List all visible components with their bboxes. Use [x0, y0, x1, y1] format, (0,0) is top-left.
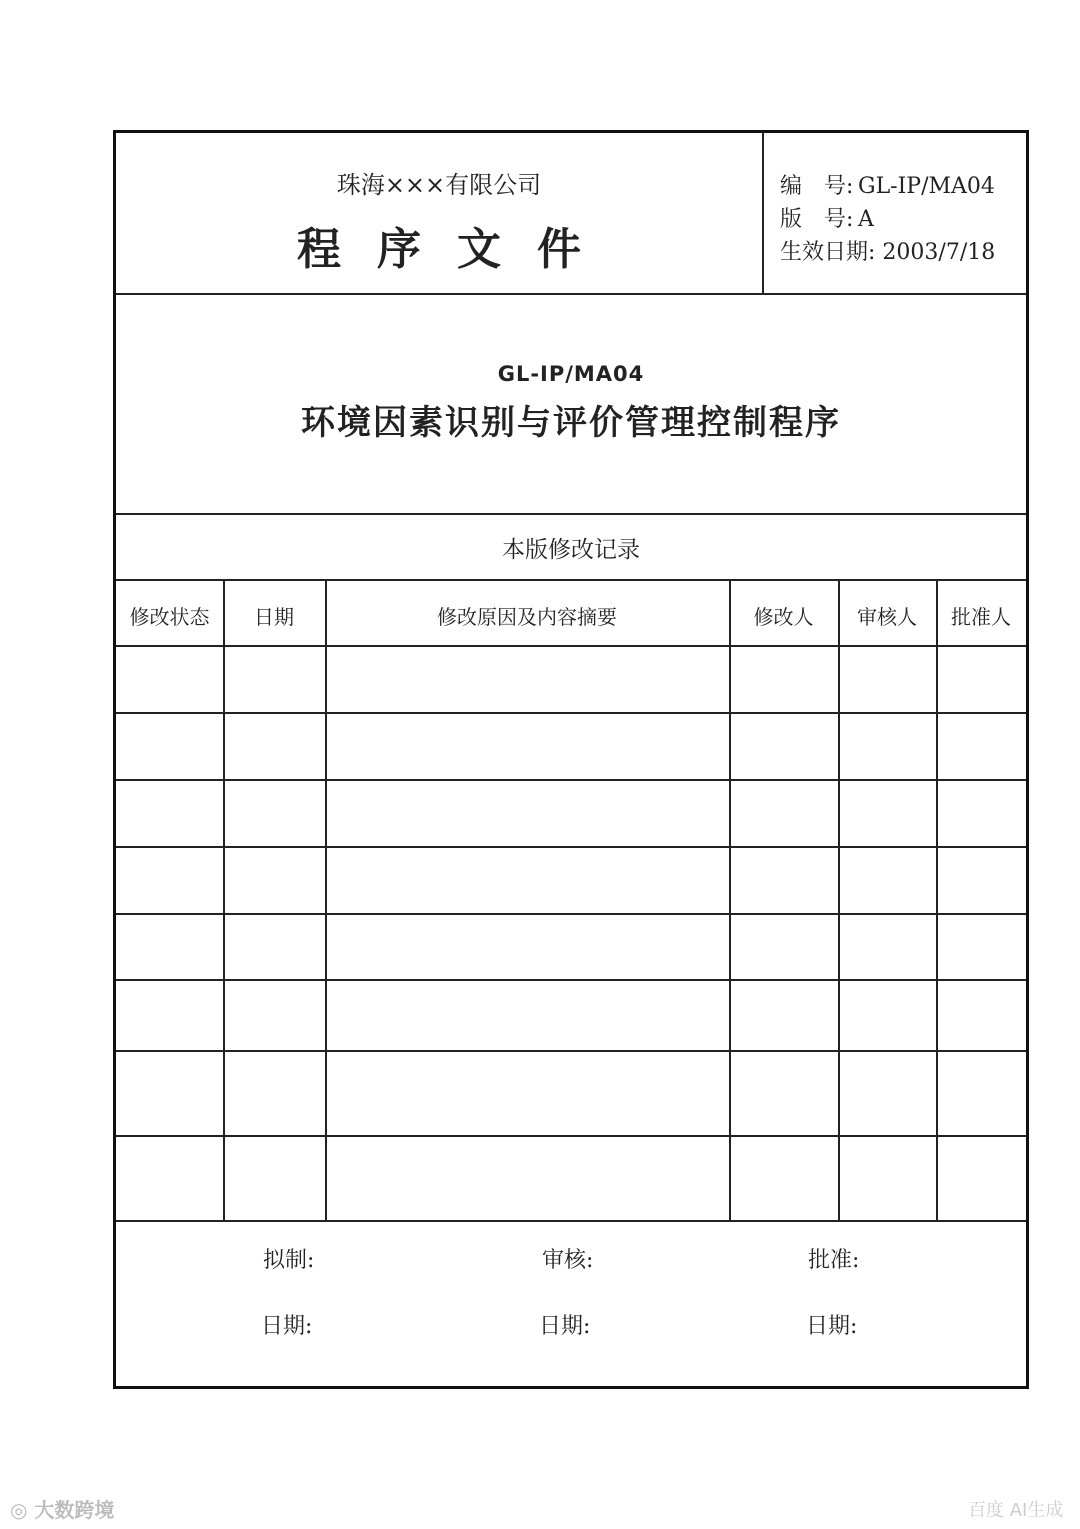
doc-version-value: A: [858, 207, 874, 232]
watermark-left-text: 大数跨境: [34, 1498, 115, 1522]
table-row-line: [116, 712, 1026, 714]
table-row-line: [116, 645, 1026, 647]
doc-number: [780, 169, 995, 200]
col-header-summary: 修改原因及内容摘要: [437, 605, 617, 629]
revision-record-title: 本版修改记录: [502, 537, 640, 563]
document-frame: [113, 130, 1029, 1389]
watermark-right: 百度 AI生成: [968, 1500, 1064, 1521]
table-row-line: [116, 1135, 1026, 1137]
sign-drafted-date: 日期:: [261, 1314, 313, 1339]
table-col-line: [729, 579, 731, 1221]
effective-date: [780, 235, 995, 266]
sign-reviewed-date: 日期:: [539, 1314, 591, 1339]
sign-reviewed: 审核:: [542, 1248, 594, 1273]
doc-version: [780, 202, 874, 233]
company-name: 珠海×××有限公司: [336, 171, 542, 199]
doc-version-label: 版 号:: [780, 207, 854, 232]
col-header-modifier: 修改人: [753, 605, 814, 629]
table-row-line: [116, 846, 1026, 848]
table-col-line: [838, 579, 840, 1221]
table-row-line: [116, 913, 1026, 915]
doc-type: 程序文件: [297, 224, 617, 275]
col-header-reviewer: 审核人: [857, 605, 917, 629]
effective-date-label: 生效日期:: [780, 240, 876, 265]
header-bottom-line: [116, 293, 1026, 295]
table-bottom-line: [116, 1220, 1026, 1222]
revision-title-line: [116, 579, 1026, 581]
col-header-status: 修改状态: [129, 605, 210, 629]
document-code: GL-IP/MA04: [497, 362, 645, 386]
table-row-line: [116, 779, 1026, 781]
col-header-approver: 批准人: [951, 605, 1011, 629]
header-divider: [762, 133, 764, 293]
table-row-line: [116, 979, 1026, 981]
sign-approved-date: 日期:: [806, 1314, 858, 1339]
doc-number-label: 编 号:: [780, 174, 854, 199]
table-col-line: [223, 579, 225, 1221]
table-col-line: [936, 579, 938, 1221]
col-header-date: 日期: [254, 605, 294, 629]
table-row-line: [116, 1050, 1026, 1052]
watermark-logo-icon: ◎: [10, 1498, 28, 1522]
sign-approved: 批准:: [808, 1248, 860, 1273]
title-bottom-line: [116, 513, 1026, 515]
table-col-line: [325, 579, 327, 1221]
effective-date-value: 2003/7/18: [882, 240, 996, 265]
doc-number-value: GL-IP/MA04: [858, 174, 995, 199]
document-title: 环境因素识别与评价管理控制程序: [301, 403, 841, 443]
watermark-left: [10, 1494, 114, 1523]
sign-drafted: 拟制:: [263, 1248, 315, 1273]
